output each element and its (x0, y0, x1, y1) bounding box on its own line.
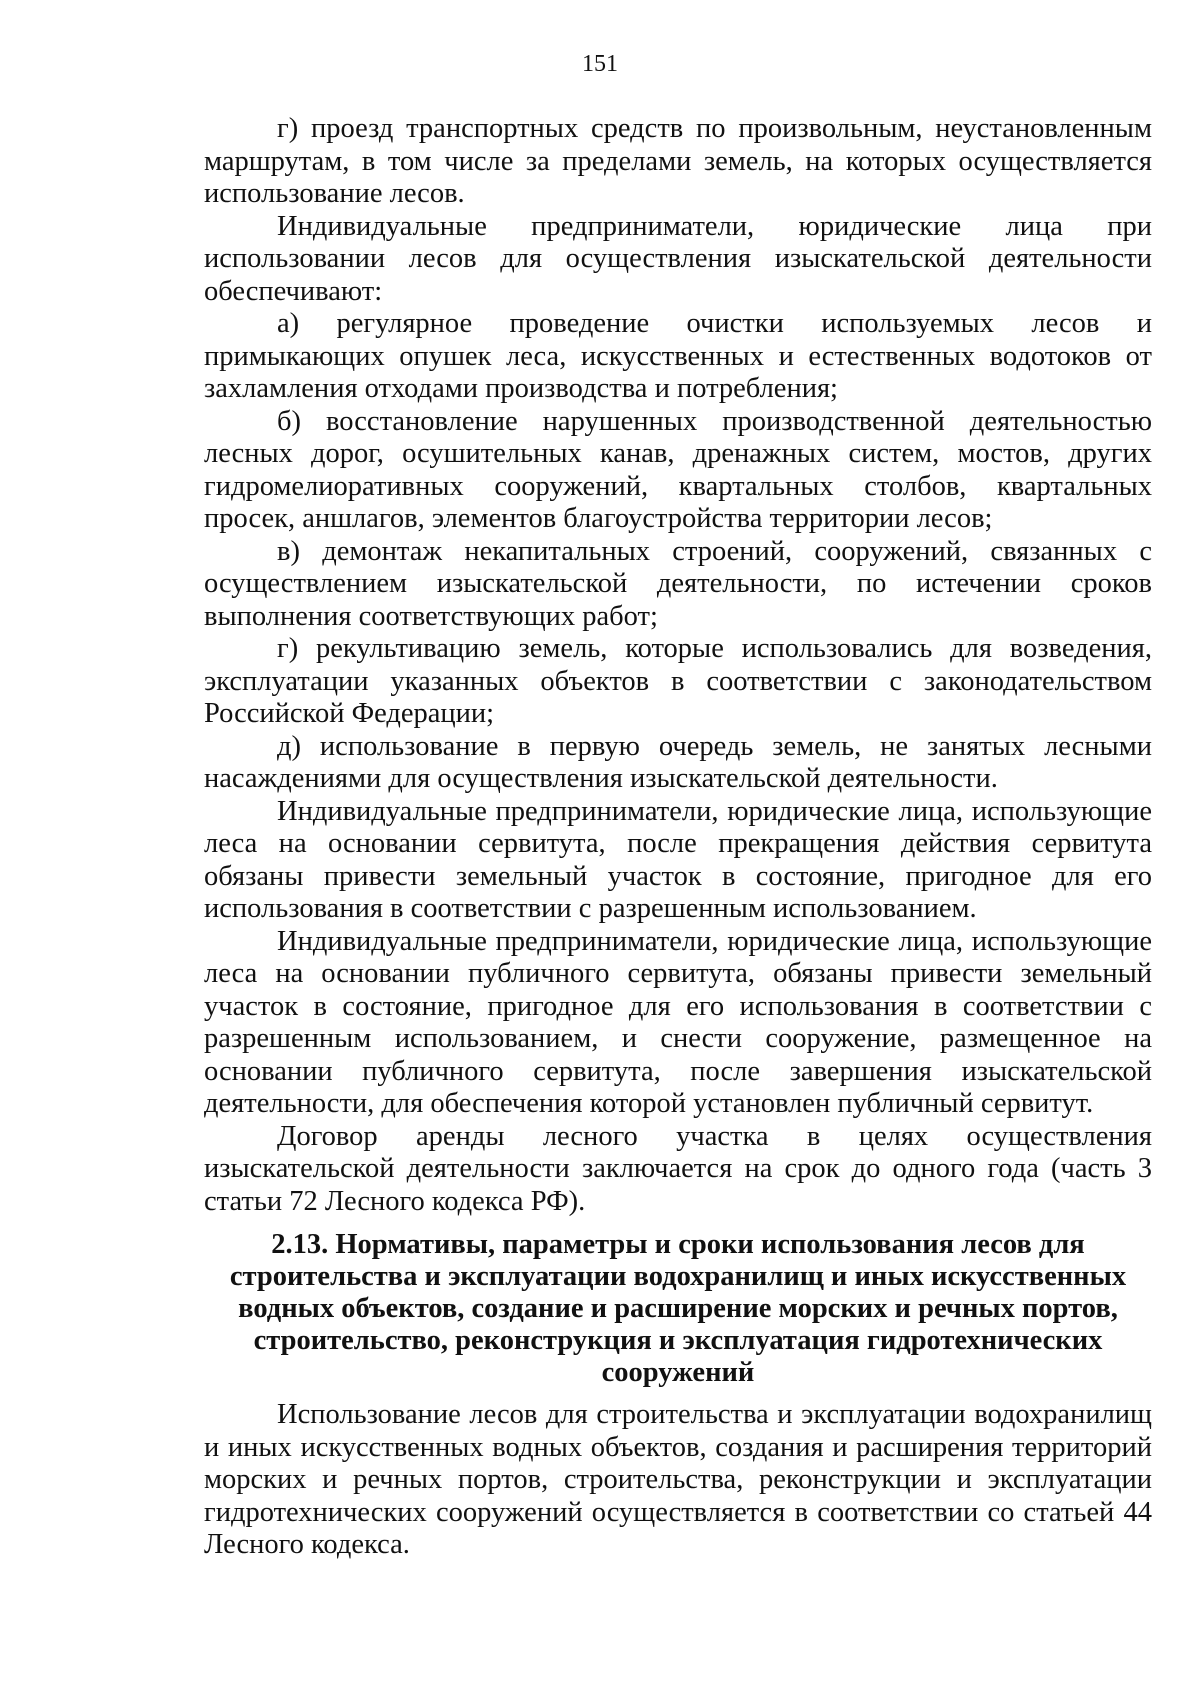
paragraph-item-g-recultivation: г) рекультивацию земель, которые использовались для возведения, эксплуатации указанных объектов в соответствии с законодательством Российской Федерации; (204, 633, 1152, 729)
paragraph-public-servitude: Индивидуальные предприниматели, юридические лица, использующие леса на основании публичного сервитута, обязаны привести земельный участок в состояние, пригодное для его использования в соответствии с разрешенным использованием, и снести сооружение, размещенное на основании публичного сервитута, после завершения изыскательской деятельности, для обеспечения которой установлен публичный сервитут. (204, 925, 1152, 1119)
paragraph-item-g-vehicles: г) проезд транспортных средств по произвольным, неустановленным маршрутам, в том числе за пределами земель, на которых осуществляется использование лесов. (204, 113, 1152, 209)
paragraph-section-body: Использование лесов для строительства и эксплуатации водохранилищ и иных искусственных водных объектов, создания и расширения территорий морских и речных портов, строительства, реконструкции и эксплуатации гидротехнических сооружений осуществляется в соответствии со статьей 44 Лесного кодекса. (204, 1399, 1152, 1560)
document-body (204, 113, 1152, 1562)
paragraph-item-d: д) использование в первую очередь земель, не занятых лесными насаждениями для осуществления изыскательской деятельности. (204, 730, 1152, 794)
paragraph-lease-agreement: Договор аренды лесного участка в целях осуществления изыскательской деятельности заключается на срок до одного года (часть 3 статьи 72 Лесного кодекса РФ). (204, 1120, 1152, 1217)
page-number: 151 (582, 51, 618, 77)
paragraph-item-v: в) демонтаж некапитальных строений, сооружений, связанных с осуществлением изыскательской деятельности, по истечении сроков выполнения соответствующих работ; (204, 535, 1152, 632)
section-heading: 2.13. Нормативы, параметры и сроки использования лесов для строительства и эксплуатации водохранилищ и иных искусственных водных объектов, создание и расширение морских и речных портов, строительство, реконструкция и эксплуатация гидротехнических сооружений (229, 1229, 1127, 1388)
paragraph-item-b: б) восстановление нарушенных производственной деятельностью лесных дорог, осушительных канав, дренажных систем, мостов, других гидромелиоративных сооружений, квартальных столбов, квартальных просек, аншлагов, элементов благоустройства территории лесов; (204, 405, 1152, 534)
paragraph-obligations-intro: Индивидуальные предприниматели, юридические лица при использовании лесов для осуществления изыскательской деятельности обеспечивают: (204, 210, 1152, 307)
paragraph-servitude: Индивидуальные предприниматели, юридические лица, использующие леса на основании сервитута, после прекращения действия сервитута обязаны привести земельный участок в состояние, пригодное для его использования в соответствии с разрешенным использованием. (204, 795, 1152, 924)
paragraph-item-a: а) регулярное проведение очистки используемых лесов и примыкающих опушек леса, искусственных и естественных водотоков от захламления отходами производства и потребления; (204, 308, 1152, 404)
